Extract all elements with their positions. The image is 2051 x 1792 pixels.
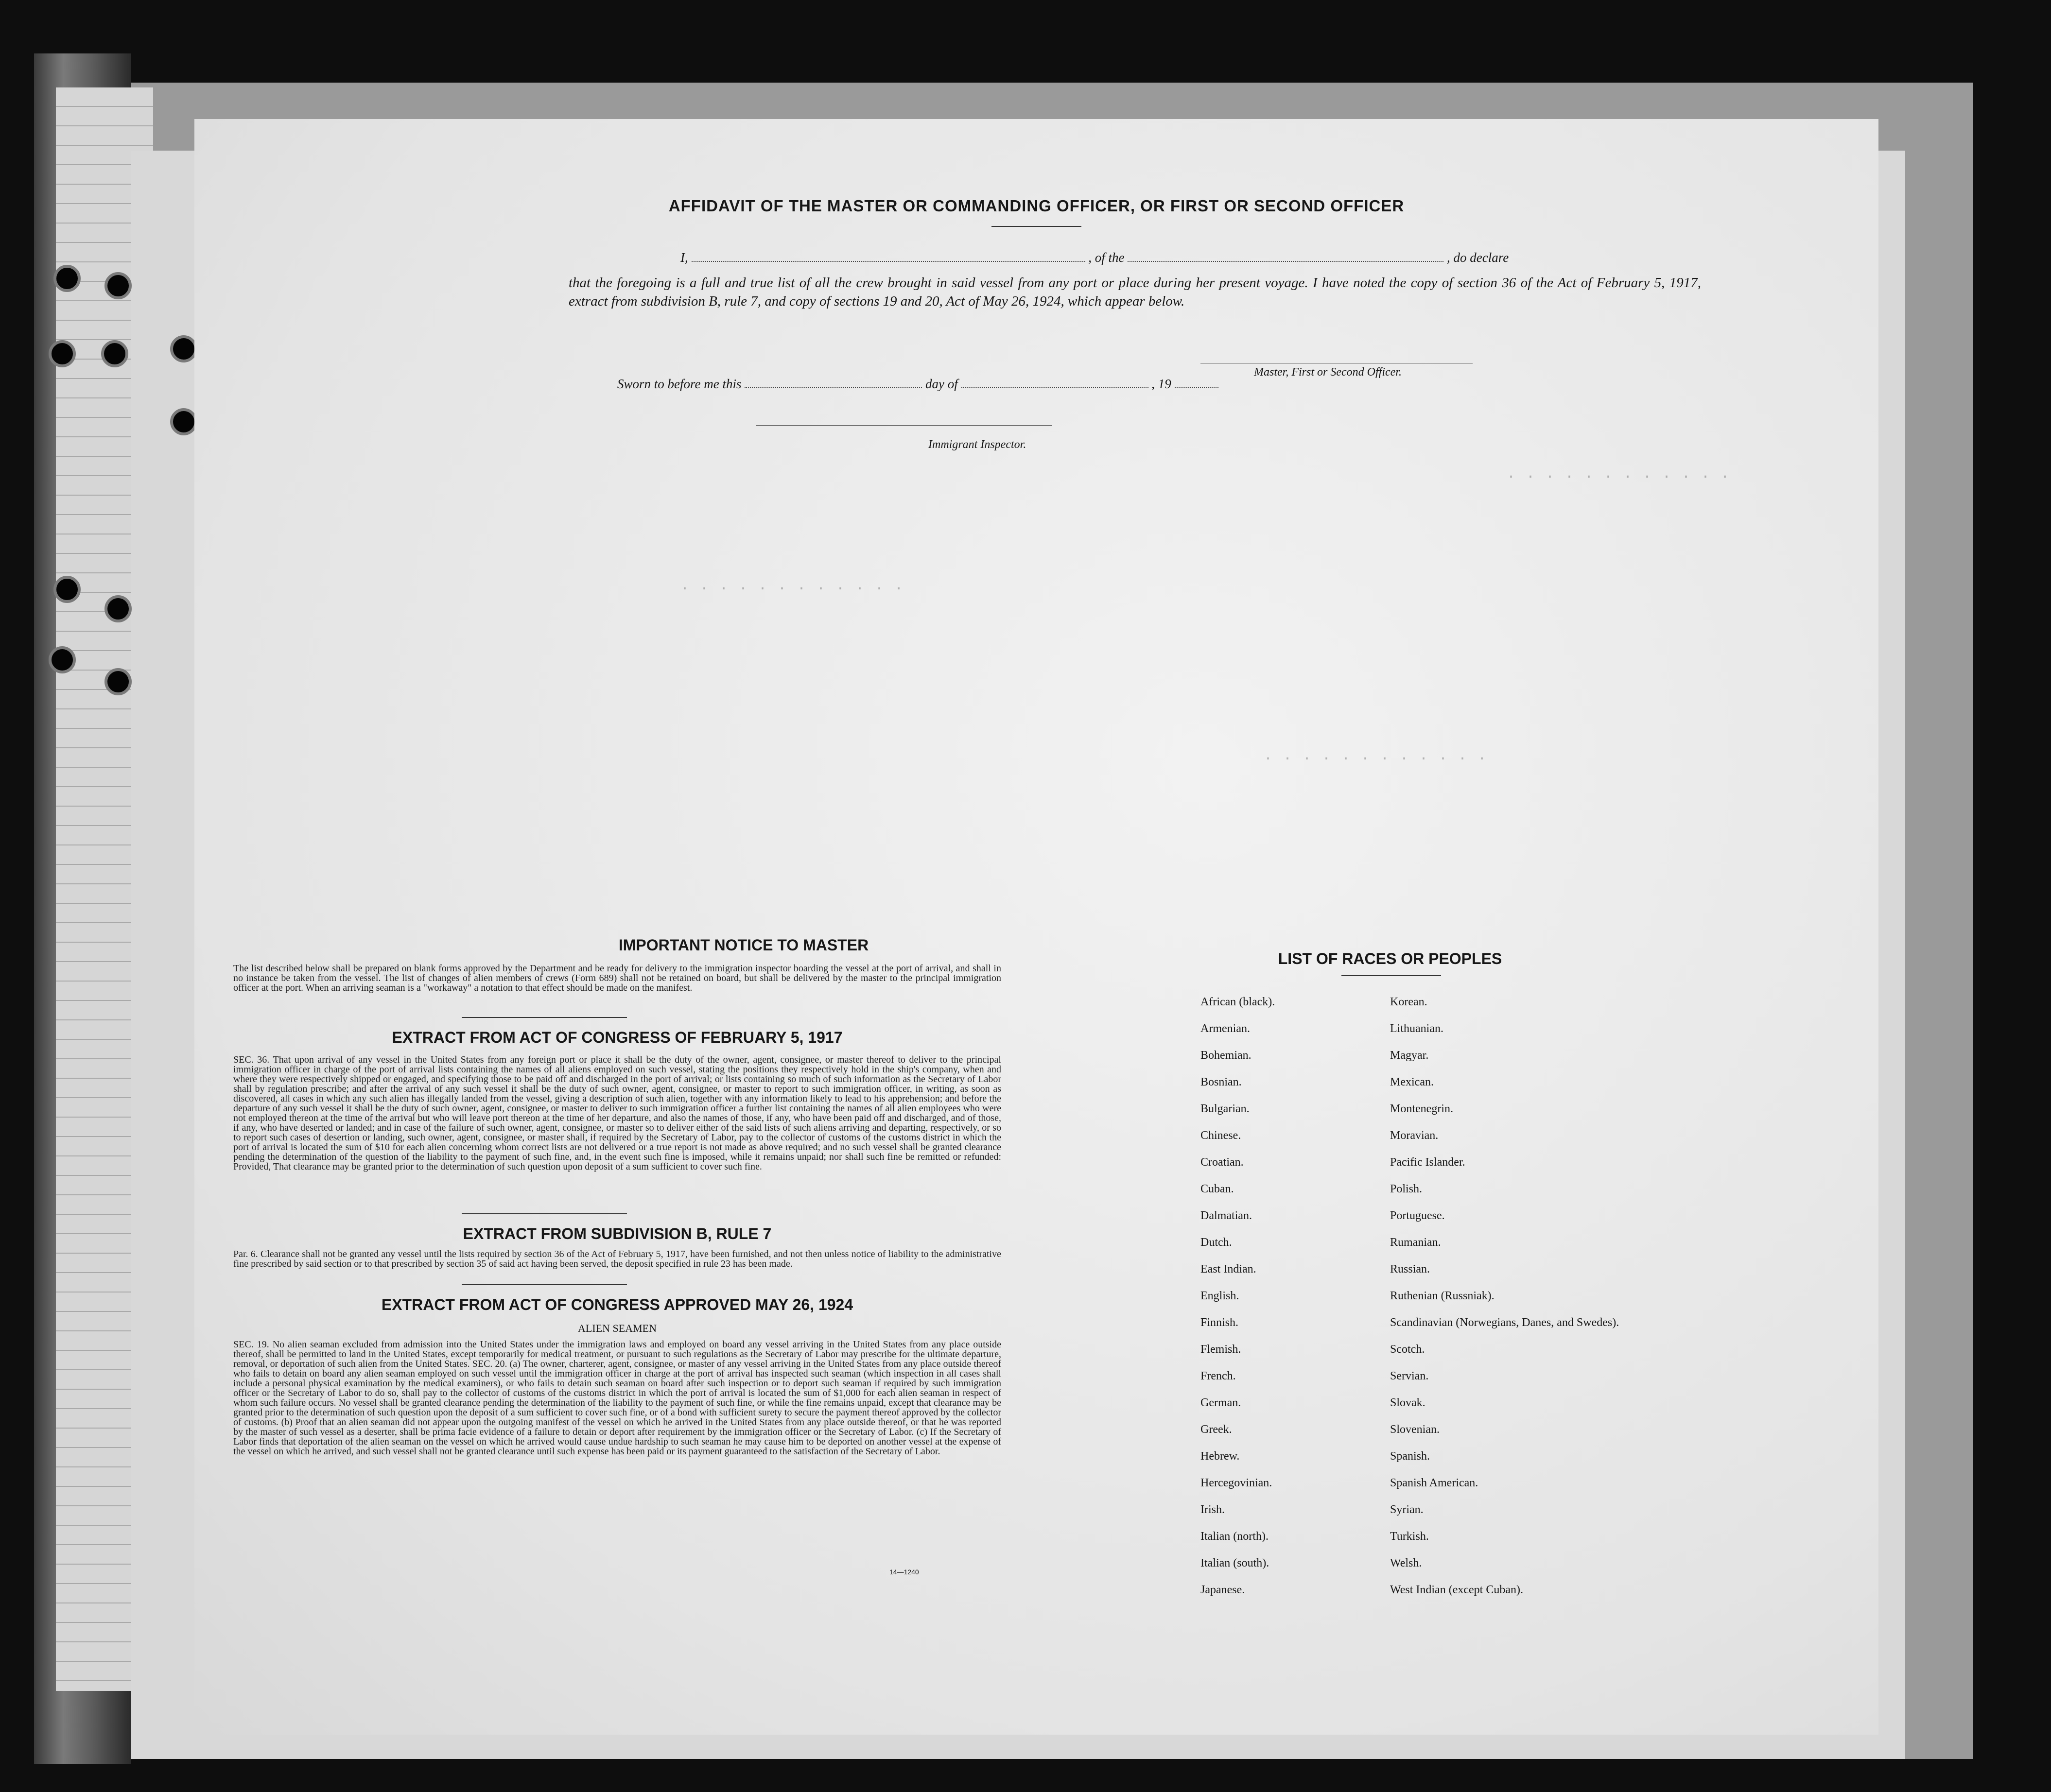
punch-hole-icon bbox=[104, 272, 132, 299]
race-item: East Indian. bbox=[1200, 1263, 1256, 1275]
punch-hole-icon bbox=[49, 646, 76, 673]
extract-1924-text: SEC. 19. No alien seaman excluded from admission into the United States under the immigration laws and employed on board any vessel arriving in the United States from any place outside thereof, shall be permitted to land in the United States, except temporarily for medical treatment, or pursuant to such regulations as the Secretary of Labor may prescribe for the ultimate departure, removal, or deportation of such alien from the United States. SEC. 20. (a) The owner, charterer, agent, consignee, or master of any vessel arriving in the United States from any place outside thereof who fails to detain on board any alien seaman employed on such vessel until the immigration officer in charge at the port of arrival has inspected such seaman (which inspection in all cases shall include a personal physical examination by the medical examiners), or who fails to detain such seaman on board after such inspection or to deport such seaman if required by such immigration officer or the Secretary of Labor to do so, shall pay to the collector of customs of the customs district in which the port of arrival is located the sum of $1,000 for each alien seaman in respect of whom such failure occurs. No vessel shall be granted clearance pending the determination of the liability to the payment of such fine, or while the fine remains unpaid, except that clearance may be granted prior to the determination of such question upon the deposit of a sum sufficient to cover such fine, or of a bond with sufficient surety to secure the payment thereof approved by the collector of customs. (b) Proof that an alien seaman did not appear upon the outgoing manifest of the vessel on which he arrived in the United States from any place outside thereof, or that he was reported by the master of such vessel as a deserter, shall be prima facie evidence of a failure to detain or deport after requirement by the immigration officer or the Secretary of Labor. (c) If the Secretary of Labor finds that deportation of the alien seaman on the vessel on which he arrived would cause undue hardship to such seaman he may cause him to be deported on another vessel at the expense of the vessel on which he arrived, and such vessel shall not be granted clearance until such expense has been paid or its payment guaranteed to the satisfaction of the Secretary of Labor. bbox=[233, 1339, 1001, 1457]
master-name-field[interactable] bbox=[692, 250, 1085, 262]
race-item: Polish. bbox=[1390, 1183, 1423, 1195]
inspector-label: Immigrant Inspector. bbox=[928, 438, 1026, 451]
manifest-form-page bbox=[194, 119, 1878, 1735]
race-item: Hebrew. bbox=[1200, 1450, 1240, 1463]
race-item: German. bbox=[1200, 1396, 1241, 1409]
race-item: Bohemian. bbox=[1200, 1049, 1251, 1062]
race-item: Mexican. bbox=[1390, 1076, 1434, 1088]
race-item: Pacific Islander. bbox=[1390, 1156, 1465, 1169]
race-item: Korean. bbox=[1390, 996, 1427, 1008]
inspector-signature-line[interactable] bbox=[756, 425, 1052, 426]
vessel-name-field[interactable] bbox=[1128, 250, 1443, 262]
race-item: Finnish. bbox=[1200, 1316, 1239, 1329]
race-item: Servian. bbox=[1390, 1370, 1429, 1382]
race-item: Croatian. bbox=[1200, 1156, 1244, 1169]
punch-hole-icon bbox=[170, 335, 197, 362]
race-item: Hercegovinian. bbox=[1200, 1477, 1272, 1489]
race-item: Dutch. bbox=[1200, 1236, 1232, 1249]
races-right-column bbox=[1390, 989, 1619, 1603]
bleed-through-text: · · · · · · · · · · · · bbox=[1264, 751, 1488, 767]
day-of-label: day of bbox=[925, 377, 958, 391]
year-label: , 19 bbox=[1151, 377, 1171, 391]
sworn-label: Sworn to before me this bbox=[617, 377, 742, 391]
race-item: Lithuanian. bbox=[1390, 1022, 1443, 1035]
race-item: West Indian (except Cuban). bbox=[1390, 1584, 1523, 1596]
bleed-through-text: · · · · · · · · · · · · bbox=[680, 581, 904, 597]
divider bbox=[462, 1017, 627, 1018]
extract-1924-title: EXTRACT FROM ACT OF CONGRESS APPROVED MAY 26, 1924 bbox=[381, 1296, 853, 1313]
of-the-label: , of the bbox=[1088, 250, 1125, 265]
race-item: Italian (north). bbox=[1200, 1530, 1269, 1543]
race-item: Cuban. bbox=[1200, 1183, 1234, 1195]
race-item: Welsh. bbox=[1390, 1557, 1422, 1569]
punch-hole-icon bbox=[49, 340, 76, 367]
divider bbox=[462, 1213, 627, 1214]
race-item: Syrian. bbox=[1390, 1503, 1424, 1516]
extract-rule7-text: Par. 6. Clearance shall not be granted any vessel until the lists required by section 36 of the Act of February 5, 1917, have been furnished, and not then unless notice of liability to the administrative fine prescribed by said section or to that prescribed by section 35 of said act having been served, the deposit specified in rule 23 has been made. bbox=[233, 1249, 1001, 1269]
punch-hole-icon bbox=[104, 595, 132, 622]
i-label: I, bbox=[680, 250, 688, 265]
extract-1917-title: EXTRACT FROM ACT OF CONGRESS OF FEBRUARY 5, 1917 bbox=[392, 1029, 843, 1046]
race-item: Spanish American. bbox=[1390, 1477, 1478, 1489]
race-item: Flemish. bbox=[1200, 1343, 1241, 1356]
race-item: Turkish. bbox=[1390, 1530, 1429, 1543]
race-item: Japanese. bbox=[1200, 1584, 1245, 1596]
race-item: Portuguese. bbox=[1390, 1209, 1445, 1222]
divider bbox=[462, 1284, 627, 1285]
race-item: African (black). bbox=[1200, 996, 1275, 1008]
race-item: Slovak. bbox=[1390, 1396, 1425, 1409]
notice-title: IMPORTANT NOTICE TO MASTER bbox=[618, 936, 869, 954]
race-item: Dalmatian. bbox=[1200, 1209, 1252, 1222]
race-item: Magyar. bbox=[1390, 1049, 1429, 1062]
affidavit-declaration: that the foregoing is a full and true list of all the crew brought in said vessel from any port or place during her present voyage. I have noted the copy of section 36 of the Act of February 5, 1917, extract from subdivision B, rule 7, and copy of sections 19 and 20, Act of May 26, 1924, which appear below. bbox=[569, 275, 1701, 309]
race-item: Russian. bbox=[1390, 1263, 1430, 1275]
extract-1917-text: SEC. 36. That upon arrival of any vessel in the United States from any foreign port or place it shall be the duty of the owner, agent, consignee, or master thereof to deliver to the principal immigration officer in charge of the port of arrival lists containing the names of all aliens employed on such vessel, stating the positions they respectively hold in the ship's company, when and where they were respectively shipped or engaged, and specifying those to be paid off and discharged in the port of arrival; or lists containing so much of such information as the Secretary of Labor shall by regulation prescribe; and after the arrival of any such vessel it shall be the duty of such owner, agent, consignee, or master to report to such immigration officer, in writing, as soon as discovered, all cases in which any such alien has illegally landed from the vessel, giving a description of such alien, together with any information likely to lead to his apprehension; and before the departure of any such vessel it shall be the duty of such owner, agent, consignee, or master to deliver to such immigration officer a further list containing the names of all alien employees who were not employed thereon at the time of the arrival but who will leave port thereon at the time of her departure, and also the names of those, if any, who have been paid off and discharged, and of those, if any, who have deserted or landed; and in case of the failure of such owner, agent, consignee, or master so to deliver either of the said lists of such aliens arriving and departing, respectively, or so to report such cases of desertion or landing, such owner, agent, consignee, or master shall, if required by the Secretary of Labor, pay to the collector of customs of the customs district in which the port of arrival is located the sum of $10 for each alien concerning whom correct lists are not delivered or a true report is not made as above required; and no such vessel shall be granted clearance pending the determination of the question of the liability to the payment of such fine, and, in the event such fine is imposed, while it remains unpaid; nor shall such fine be remitted or refunded: Provided, That clearance may be granted prior to the determination of such question upon deposit of a sum sufficient to cover such fine. bbox=[233, 1054, 1001, 1172]
race-item: Greek. bbox=[1200, 1423, 1232, 1436]
affidavit-name-line bbox=[680, 250, 1509, 265]
sworn-month-field[interactable] bbox=[961, 377, 1148, 388]
race-item: Bosnian. bbox=[1200, 1076, 1242, 1088]
race-item: Scandinavian (Norwegians, Danes, and Swedes). bbox=[1390, 1316, 1619, 1329]
divider bbox=[991, 226, 1081, 227]
races-left-column bbox=[1200, 989, 1275, 1603]
race-item: Scotch. bbox=[1390, 1343, 1425, 1356]
divider bbox=[1341, 975, 1441, 976]
form-number: 14—1240 bbox=[889, 1568, 919, 1576]
extract-1924-subtitle: ALIEN SEAMEN bbox=[578, 1322, 657, 1334]
race-item: Italian (south). bbox=[1200, 1557, 1269, 1569]
punch-hole-icon bbox=[101, 340, 128, 367]
sworn-day-field[interactable] bbox=[745, 377, 922, 388]
race-item: Chinese. bbox=[1200, 1129, 1241, 1142]
race-item: Slovenian. bbox=[1390, 1423, 1440, 1436]
punch-hole-icon bbox=[53, 576, 81, 603]
race-item: English. bbox=[1200, 1290, 1239, 1302]
punch-hole-icon bbox=[104, 668, 132, 695]
race-item: Armenian. bbox=[1200, 1022, 1250, 1035]
race-item: Montenegrin. bbox=[1390, 1103, 1453, 1115]
affidavit-title: AFFIDAVIT OF THE MASTER OR COMMANDING OFFICER, OR FIRST OR SECOND OFFICER bbox=[668, 197, 1405, 215]
sworn-line bbox=[617, 377, 1218, 392]
race-item: Rumanian. bbox=[1390, 1236, 1441, 1249]
extract-rule7-title: EXTRACT FROM SUBDIVISION B, RULE 7 bbox=[463, 1225, 772, 1242]
race-item: Irish. bbox=[1200, 1503, 1225, 1516]
race-item: Spanish. bbox=[1390, 1450, 1430, 1463]
race-item: French. bbox=[1200, 1370, 1236, 1382]
sworn-year-field[interactable] bbox=[1175, 377, 1218, 388]
master-signature-label: Master, First or Second Officer. bbox=[1254, 366, 1402, 379]
notice-text: The list described below shall be prepared on blank forms approved by the Department and be ready for delivery to the immigration inspector boarding the vessel at the port of arrival, and shall in no instance be taken from the vessel. The list of changes of alien members of crews (Form 689) shall not be retained on board, but shall be delivered by the master to the principal immigration officer at the port. When an arriving seaman is a "workaway" a notation to that effect should be made on the manifest. bbox=[233, 963, 1001, 993]
races-title: LIST OF RACES OR PEOPLES bbox=[1278, 950, 1502, 967]
race-item: Ruthenian (Russniak). bbox=[1390, 1290, 1495, 1302]
race-item: Bulgarian. bbox=[1200, 1103, 1250, 1115]
punch-hole-icon bbox=[53, 265, 81, 292]
bleed-through-text: · · · · · · · · · · · · bbox=[1507, 469, 1731, 485]
declare-label: , do declare bbox=[1447, 250, 1509, 265]
punch-hole-icon bbox=[170, 408, 197, 435]
race-item: Moravian. bbox=[1390, 1129, 1439, 1142]
